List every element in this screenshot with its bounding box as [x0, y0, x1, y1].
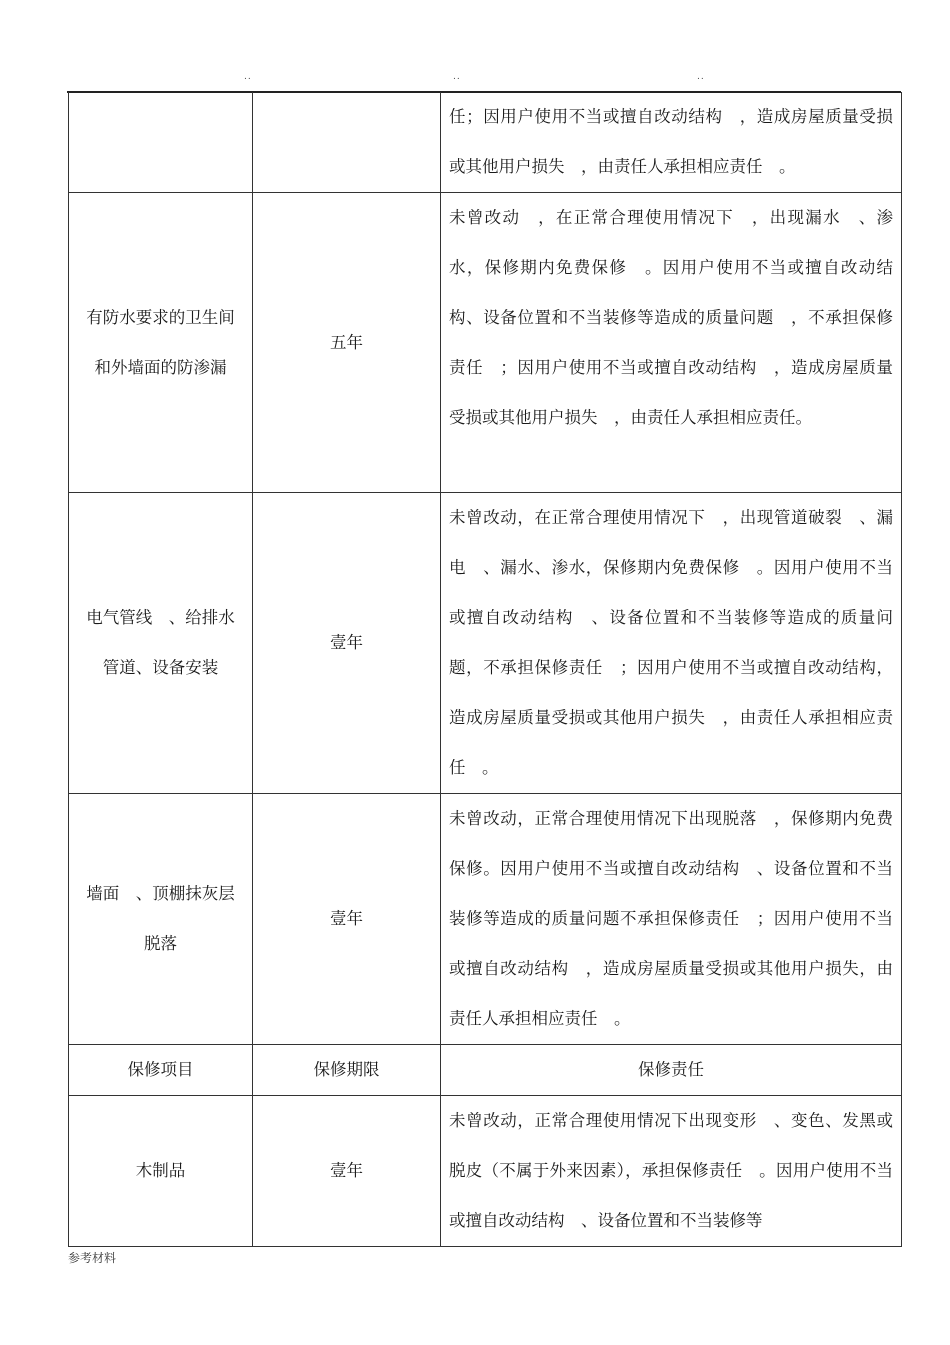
item-cell: [69, 193, 253, 493]
item-cell: [69, 92, 253, 193]
item-text: 电气管线 、给排水管道、设备安装: [86, 608, 235, 677]
duty-cell: 未曾改动，在正常合理使用情况下 ，出现管道破裂 、漏电 、漏水、渗水，保修期内免费保修 。因用户使用不当或擅自改动结构 、设备位置和不当装修等造成的质量问题，不承担保修责任 ；因用户使用不当或擅自改动结构，造成房屋质量受损或其他用户损失 ，由责任人承担相应责任 。: [441, 493, 902, 794]
duty-cell: 未曾改动 ，在正常合理使用情况下 ，出现漏水 、渗水，保修期内免费保修 。因用户使用不当或擅自改动结构、设备位置和不当装修等造成的质量问题 ，不承担保修责任 ；因用户使用不当或擅自改动结构 ，造成房屋质量受损或其他用户损失 ，由责任人承担相应责任。: [441, 193, 902, 493]
item-cell: [69, 493, 253, 794]
item-cell: [69, 794, 253, 1045]
period-cell: [253, 92, 441, 193]
table-row: [69, 193, 902, 493]
item-text: 墙面 、顶棚抹灰层脱落: [86, 884, 235, 953]
item-cell: 木制品: [69, 1096, 253, 1247]
table-row: [69, 92, 902, 193]
header-item: 保修项目: [69, 1045, 253, 1096]
header-period: 保修期限: [253, 1045, 441, 1096]
footer-note: 参考材料: [68, 1251, 117, 1265]
period-cell: 壹年: [253, 1096, 441, 1247]
period-cell: 壹年: [253, 794, 441, 1045]
table-row: [69, 794, 902, 1045]
duty-cell: 未曾改动，正常合理使用情况下出现脱落 ，保修期内免费保修。因用户使用不当或擅自改动结构 、设备位置和不当装修等造成的质量问题不承担保修责任 ；因用户使用不当或擅自改动结构 ，造成房屋质量受损或其他用户损失，由责任人承担相应责任 。: [441, 794, 902, 1045]
header-mark: ..: [697, 72, 705, 82]
period-cell: 壹年: [253, 493, 441, 794]
duty-cell: 任；因用户使用不当或擅自改动结构 ，造成房屋质量受损或其他用户损失 ，由责任人承担相应责任 。: [441, 92, 902, 193]
header-mark: ..: [244, 72, 252, 82]
header-mark: ..: [453, 72, 461, 82]
warranty-table: [68, 92, 902, 1247]
header-duty: 保修责任: [441, 1045, 902, 1096]
table-row: [69, 1096, 902, 1247]
table-header-row: [69, 1045, 902, 1096]
duty-cell: 未曾改动，正常合理使用情况下出现变形 、变色、发黑或脱皮（不属于外来因素），承担保修责任 。因用户使用不当或擅自改动结构 、设备位置和不当装修等: [441, 1096, 902, 1247]
period-cell: 五年: [253, 193, 441, 493]
item-text: 有防水要求的卫生间和外墙面的防渗漏: [86, 307, 235, 377]
table-row: [69, 493, 902, 794]
